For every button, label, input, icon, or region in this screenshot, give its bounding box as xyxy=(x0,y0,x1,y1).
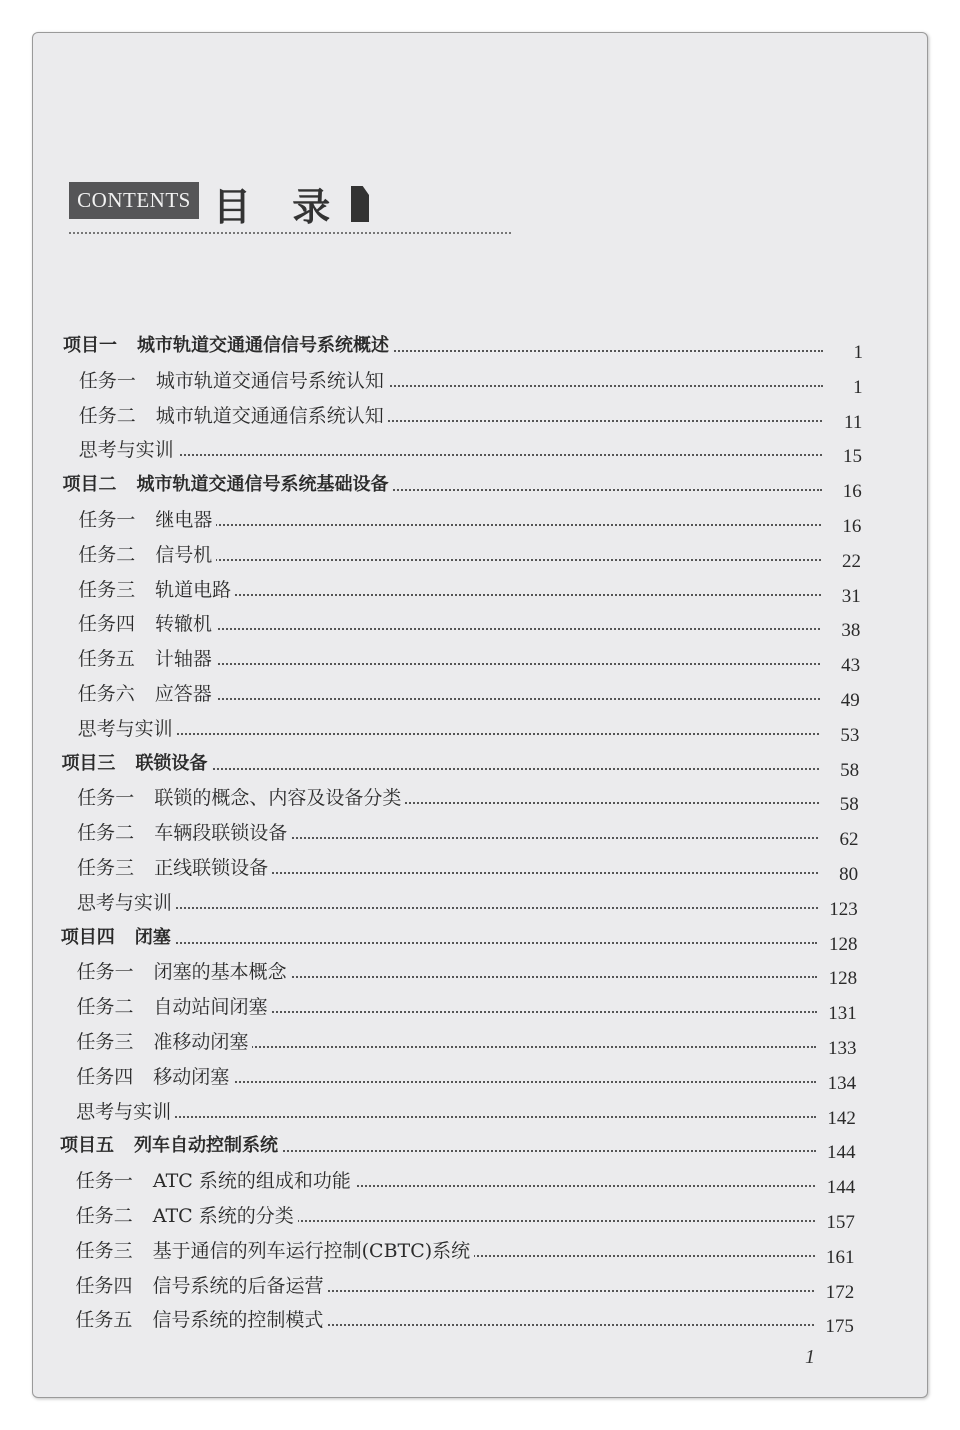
toc-entry-label xyxy=(78,612,216,636)
toc-entry-title: 思考与实训 xyxy=(76,1100,172,1123)
toc-task-entry[interactable] xyxy=(77,678,860,711)
toc-entry-title: 转辙机 xyxy=(154,613,212,636)
toc-entry-label xyxy=(60,1134,282,1158)
toc-entry-title: 移动闭塞 xyxy=(153,1065,230,1088)
toc-entry-label xyxy=(78,717,177,741)
table-of-contents xyxy=(33,33,927,1397)
toc-entry-number: 任务一 xyxy=(75,1170,133,1193)
toc-page-number: 16 xyxy=(842,516,862,537)
toc-entry-label xyxy=(76,1169,355,1193)
toc-page-number: 11 xyxy=(844,411,863,433)
toc-entry-title: 正线联锁设备 xyxy=(154,857,269,879)
toc-entry-label xyxy=(76,1239,475,1263)
toc-page-number: 38 xyxy=(841,620,861,642)
toc-entry-label xyxy=(77,995,272,1019)
toc-page-number: 157 xyxy=(826,1212,855,1233)
toc-project-entry[interactable] xyxy=(62,469,862,503)
toc-entry-number: 任务三 xyxy=(78,578,136,601)
toc-entry-label xyxy=(76,1065,233,1089)
toc-task-entry[interactable] xyxy=(78,400,863,433)
toc-page-number: 128 xyxy=(828,968,858,990)
toc-entry-title: 信号系统的控制模式 xyxy=(152,1309,324,1332)
toc-entry-title: 应答器 xyxy=(154,683,212,705)
toc-entry-label xyxy=(75,1274,327,1298)
page-number: 1 xyxy=(805,1346,815,1368)
toc-task-entry[interactable] xyxy=(75,1304,854,1338)
toc-entry-title: 联锁设备 xyxy=(135,752,208,774)
toc-task-entry[interactable] xyxy=(77,643,861,677)
dot-leader xyxy=(78,733,820,735)
toc-project-entry[interactable] xyxy=(63,330,863,363)
toc-entry-number: 项目二 xyxy=(62,474,117,496)
toc-entry-number: 项目四 xyxy=(60,926,115,948)
dot-leader xyxy=(79,454,822,456)
toc-entry-number: 任务五 xyxy=(75,1309,133,1332)
toc-entry-title: ATC 系统的分类 xyxy=(152,1205,294,1227)
toc-task-entry[interactable] xyxy=(76,956,858,990)
toc-page-number: 123 xyxy=(829,898,858,920)
toc-page-number: 1 xyxy=(853,376,863,398)
toc-task-entry[interactable] xyxy=(78,574,861,607)
toc-task-entry[interactable] xyxy=(76,991,857,1025)
toc-entry-label xyxy=(63,334,393,358)
toc-entry-label xyxy=(78,543,216,567)
toc-entry-label xyxy=(76,1100,175,1124)
book-page xyxy=(32,32,928,1398)
toc-entry-title: 信号机 xyxy=(155,543,213,566)
toc-entry-number: 项目三 xyxy=(61,752,116,774)
toc-page-number: 49 xyxy=(840,690,860,711)
toc-project-entry[interactable] xyxy=(61,748,860,781)
toc-entry-label xyxy=(78,578,235,602)
toc-task-entry[interactable] xyxy=(75,1235,855,1268)
toc-page-number: 172 xyxy=(825,1281,855,1303)
toc-entry-label xyxy=(77,821,291,845)
toc-entry-label xyxy=(77,891,176,915)
toc-entry-title: 城市轨道交通通信系统认知 xyxy=(155,404,384,427)
toc-task-entry[interactable] xyxy=(78,504,862,537)
toc-page-number: 144 xyxy=(826,1177,856,1199)
toc-entry-title: 车辆段联锁设备 xyxy=(154,822,288,845)
toc-entry-number: 项目一 xyxy=(63,335,117,356)
toc-task-entry[interactable] xyxy=(75,1200,855,1233)
toc-page-number: 133 xyxy=(827,1038,857,1059)
toc-entry-label xyxy=(79,369,388,393)
dot-leader xyxy=(77,907,818,909)
toc-entry-label xyxy=(62,473,392,497)
toc-page-number: 161 xyxy=(826,1246,855,1268)
toc-entry-number: 任务三 xyxy=(77,857,135,879)
toc-entry-label xyxy=(77,786,405,810)
toc-entry-title: 城市轨道交通通信信号系统概述 xyxy=(137,335,389,356)
toc-task-entry[interactable] xyxy=(78,539,862,572)
toc-entry-title: 城市轨道交通信号系统认知 xyxy=(155,369,384,392)
toc-task-entry[interactable] xyxy=(75,1270,855,1303)
toc-entry-label xyxy=(78,682,216,706)
toc-task-entry[interactable] xyxy=(76,1096,856,1129)
toc-entry-title: 闭塞 xyxy=(134,926,171,948)
toc-page-number: 175 xyxy=(825,1316,854,1338)
toc-task-entry[interactable] xyxy=(75,1165,856,1199)
toc-page-number: 58 xyxy=(839,794,859,816)
toc-entry-number: 任务二 xyxy=(76,996,134,1019)
toc-page-number: 128 xyxy=(828,933,858,955)
toc-task-entry[interactable] xyxy=(76,887,858,920)
toc-entry-number: 任务五 xyxy=(77,648,135,671)
toc-task-entry[interactable] xyxy=(77,713,860,746)
toc-entry-title: 准移动闭塞 xyxy=(153,1031,249,1053)
toc-entry-title: 思考与实训 xyxy=(77,717,173,740)
toc-entry-number: 任务一 xyxy=(77,787,135,810)
toc-entry-number: 任务一 xyxy=(78,369,136,392)
toc-page-number: 53 xyxy=(840,724,860,746)
toc-task-entry[interactable] xyxy=(78,365,863,398)
toc-entry-title: 轨道电路 xyxy=(155,578,232,601)
toc-entry-label xyxy=(79,404,388,428)
toc-entry-number: 任务四 xyxy=(77,613,135,636)
toc-task-entry[interactable] xyxy=(77,817,859,851)
toc-task-entry[interactable] xyxy=(76,1061,857,1094)
toc-entry-label xyxy=(75,1308,327,1332)
toc-entry-number: 任务二 xyxy=(77,822,135,845)
toc-entry-label xyxy=(78,647,216,671)
toc-entry-title: 继电器 xyxy=(155,509,213,531)
toc-task-entry[interactable] xyxy=(76,1026,857,1059)
toc-project-entry[interactable] xyxy=(60,1130,856,1164)
toc-entry-number: 任务六 xyxy=(77,683,135,705)
toc-task-entry[interactable] xyxy=(78,434,863,468)
toc-title: 目 录 xyxy=(213,185,345,229)
toc-entry-title: 信号系统的后备运营 xyxy=(152,1274,324,1297)
toc-page-number: 1 xyxy=(853,342,863,363)
toc-entry-number: 任务三 xyxy=(76,1031,134,1053)
toc-entry-title: 列车自动控制系统 xyxy=(134,1135,278,1157)
toc-page-number: 31 xyxy=(841,585,861,607)
toc-entry-title: ATC 系统的组成和功能 xyxy=(152,1170,351,1193)
toc-page-number: 134 xyxy=(827,1072,857,1094)
toc-page-number: 22 xyxy=(842,550,862,572)
toc-entry-title: 联锁的概念、内容及设备分类 xyxy=(154,787,402,810)
dot-leader xyxy=(76,1116,816,1118)
toc-page-number: 62 xyxy=(839,829,859,851)
toc-entry-title: 自动站间闭塞 xyxy=(153,996,268,1019)
toc-task-entry[interactable] xyxy=(77,608,861,642)
toc-entry-number: 任务一 xyxy=(78,509,136,531)
toc-page-number: 80 xyxy=(839,864,859,885)
toc-entry-number: 任务二 xyxy=(78,404,136,427)
toc-entry-label xyxy=(77,960,291,984)
toc-entry-title: 城市轨道交通信号系统基础设备 xyxy=(136,474,389,496)
toc-page-number: 15 xyxy=(843,446,863,468)
toc-page-number: 142 xyxy=(827,1107,856,1129)
toc-task-entry[interactable] xyxy=(77,782,859,816)
toc-entry-title: 思考与实训 xyxy=(76,891,172,914)
toc-task-entry[interactable] xyxy=(77,852,859,885)
toc-entry-number: 任务一 xyxy=(76,961,134,984)
toc-page-number: 43 xyxy=(841,655,861,677)
toc-entry-title: 计轴器 xyxy=(154,648,212,671)
toc-page-number: 144 xyxy=(827,1142,856,1164)
toc-entry-title: 基于通信的列车运行控制(CBTC)系统 xyxy=(152,1239,471,1262)
toc-page-number: 16 xyxy=(842,481,862,503)
toc-entry-number: 项目五 xyxy=(60,1135,114,1157)
toc-entry-title: 思考与实训 xyxy=(78,439,174,462)
toc-entry-number: 任务二 xyxy=(75,1205,133,1227)
toc-entry-number: 任务四 xyxy=(76,1065,134,1088)
toc-entry-number: 任务二 xyxy=(78,543,136,566)
contents-label: CONTENTS xyxy=(69,182,199,219)
toc-entry-title: 闭塞的基本概念 xyxy=(153,961,287,984)
toc-entry-label xyxy=(76,1030,252,1054)
toc-entry-label xyxy=(77,856,272,880)
toc-entry-label xyxy=(76,1204,298,1228)
toc-page-number: 58 xyxy=(840,759,860,781)
toc-entry-number: 任务三 xyxy=(75,1239,133,1262)
toc-entry-label xyxy=(79,438,178,462)
toc-page-number: 131 xyxy=(828,1003,857,1025)
toc-entry-label xyxy=(78,508,216,532)
toc-entry-label xyxy=(61,926,175,950)
toc-entry-label xyxy=(61,752,211,776)
toc-entry-number: 任务四 xyxy=(75,1274,133,1297)
toc-project-entry[interactable] xyxy=(60,922,858,955)
